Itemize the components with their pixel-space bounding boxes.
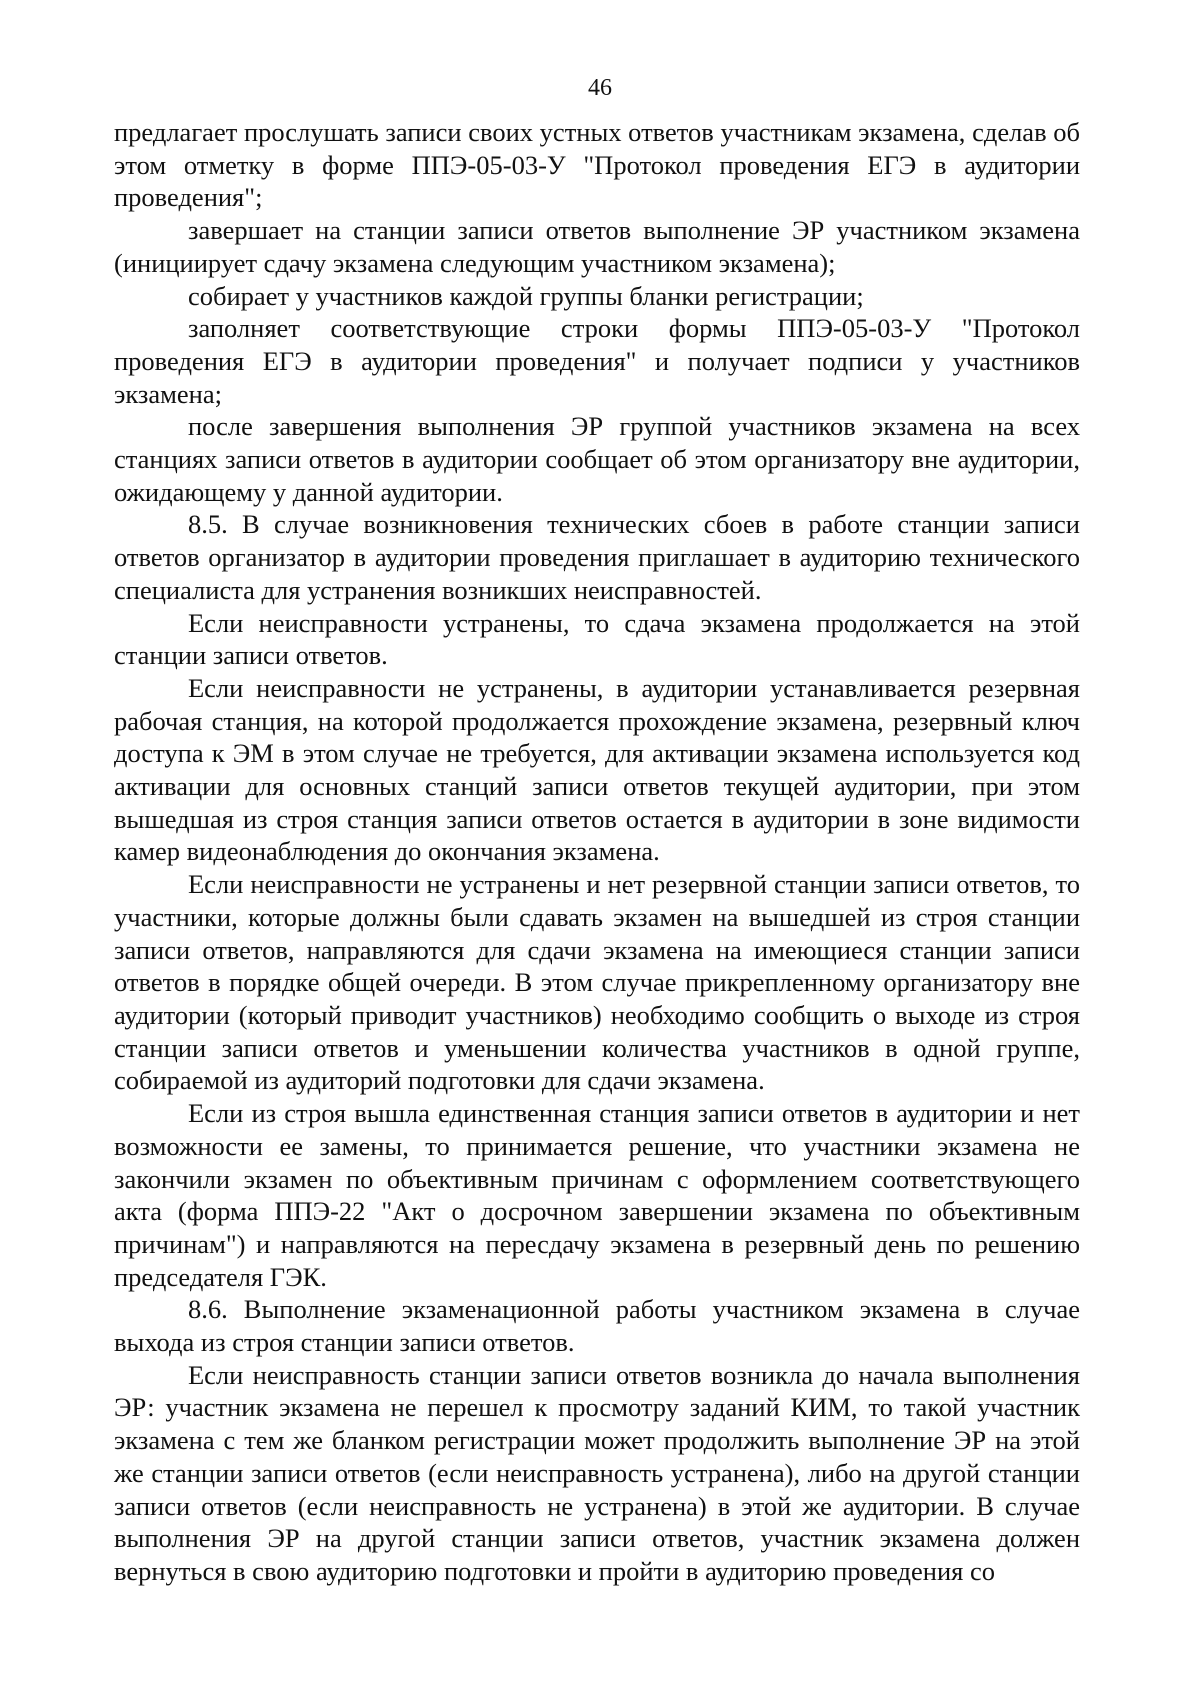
document-body (114, 116, 1080, 1588)
paragraph: после завершения выполнения ЭР группой участников экзамена на всех станциях записи ответов в аудитории сообщает об этом организатору вне аудитории, ожидающему у данной аудитории. (114, 411, 1080, 507)
paragraph: Если неисправности устранены, то сдача экзамена продолжается на этой станции записи ответов. (114, 607, 1080, 671)
paragraph: заполняет соответствующие строки формы ППЭ-05-03-У "Протокол проведения ЕГЭ в аудитории проведения" и получает подписи у участников экзамена; (114, 313, 1080, 409)
paragraph: Если неисправности не устранены и нет резервной станции записи ответов, то участники, которые должны были сдавать экзамен на вышедшей из строя станции записи ответов, направляются для сдачи экзамена на имеющиеся станции записи ответов в порядке общей очереди. В этом случае прикрепленному организатору вне аудитории (который приводит участников) необходимо сообщить о выходе из строя станции записи ответов и уменьшении количества участников в одной группе, собираемой из аудиторий подготовки для сдачи экзамена. (114, 869, 1080, 1096)
paragraph-section-8-5: 8.5. В случае возникновения технических сбоев в работе станции записи ответов организатор в аудитории проведения приглашает в аудиторию технического специалиста для устранения возникших неисправностей. (114, 509, 1080, 605)
paragraph: завершает на станции записи ответов выполнение ЭР участником экзамена (инициирует сдачу экзамена следующим участником экзамена); (114, 215, 1080, 278)
paragraph: Если из строя вышла единственная станция записи ответов в аудитории и нет возможности ее замены, то принимается решение, что участники экзамена не закончили экзамен по объективным причинам с оформлением соответствующего акта (форма ППЭ-22 "Акт о досрочном завершении экзамена по объективным причинам") и направляются на пересдачу экзамена в резервный день по решению председателя ГЭК. (114, 1098, 1080, 1292)
paragraph: Если неисправности не устранены, в аудитории устанавливается резервная рабочая станция, на которой продолжается прохождение экзамена, резервный ключ доступа к ЭМ в этом случае не требуется, для активации экзамена используется код активации для основных станций записи ответов текущей аудитории, при этом вышедшая из строя станция записи ответов остается в аудитории в зоне видимости камер видеонаблюдения до окончания экзамена. (114, 672, 1080, 867)
page-number: 46 (588, 75, 612, 101)
paragraph-section-8-6: 8.6. Выполнение экзаменационной работы участником экзамена в случае выхода из строя станции записи ответов. (114, 1294, 1080, 1358)
paragraph: Если неисправность станции записи ответов возникла до начала выполнения ЭР: участник экзамена не перешел к просмотру заданий КИМ, то такой участник экзамена с тем же бланком регистрации может продолжить выполнение ЭР на этой же станции записи ответов (если неисправность устранена), либо на другой станции записи ответов (если неисправность не устранена) в этой же аудитории. В случае выполнения ЭР на другой станции записи ответов, участник экзамена должен вернуться в свою аудиторию подготовки и пройти в аудиторию проведения со (114, 1359, 1080, 1586)
paragraph-continuation: предлагает прослушать записи своих устных ответов участникам экзамена, сделав об этом отметку в форме ППЭ-05-03-У "Протокол проведения ЕГЭ в аудитории проведения"; (114, 117, 1080, 213)
paragraph: собирает у участников каждой группы бланки регистрации; (188, 280, 864, 311)
